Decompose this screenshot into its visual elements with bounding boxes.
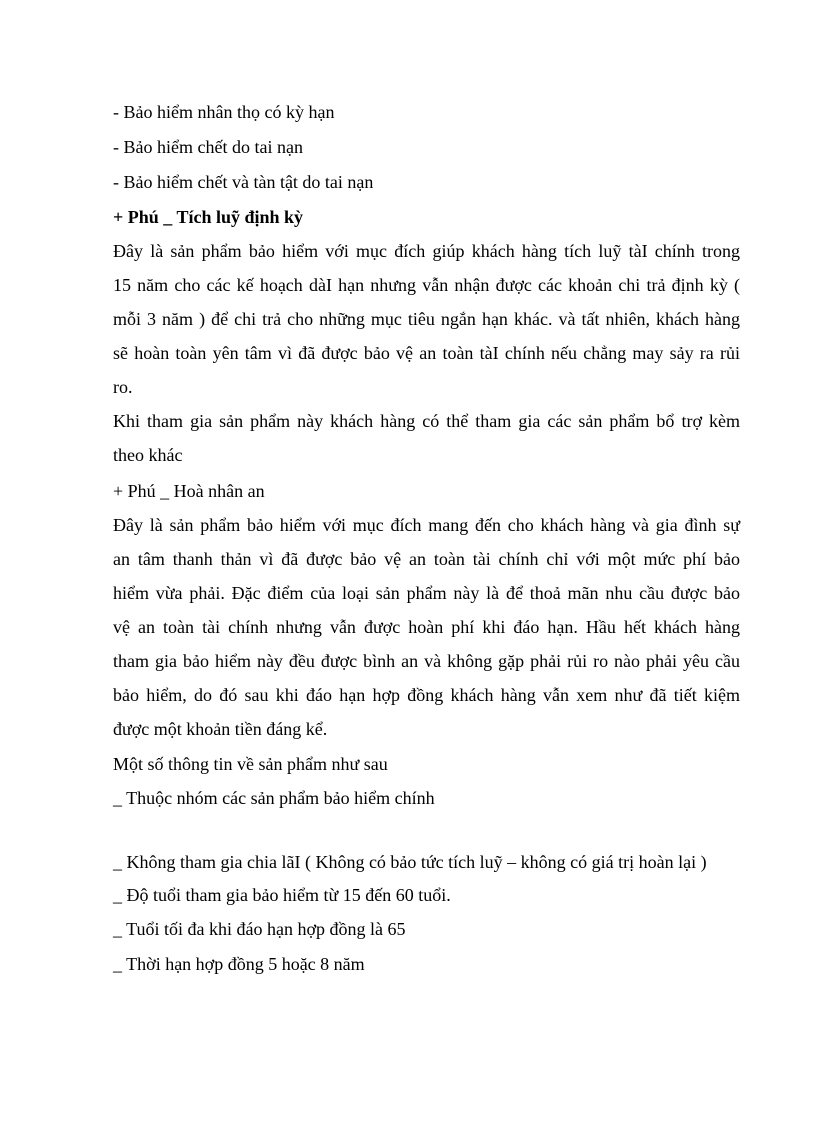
- list-item-accidental-death: - Bảo hiểm chết do tai nạn: [113, 137, 303, 157]
- section-2-info-intro: Một số thông tin về sản phẩm như sau: [113, 754, 388, 774]
- info-item: _ Không tham gia chia lãI ( Không có bảo tức tích luỹ – không có giá trị hoàn lại ): [113, 852, 707, 872]
- section-1-heading: + Phú _ Tích luỹ định kỳ: [113, 207, 304, 227]
- section-1-note-line: Khi tham gia sản phẩm này khách hàng có thể tham gia các sản phẩm bổ trợ kèm: [113, 411, 740, 431]
- info-item: _ Thời hạn hợp đồng 5 hoặc 8 năm: [113, 954, 365, 974]
- section-2-paragraph-line: tham gia bảo hiểm này đều được bình an và không gặp phải rủi ro nào phải yêu cầu: [113, 651, 740, 671]
- section-2-paragraph-line: vệ an toàn tài chính nhưng vẫn được hoàn phí khi đáo hạn. Hầu hết khách hàng: [113, 617, 740, 637]
- section-1-paragraph-line: Đây là sản phẩm bảo hiểm với mục đích giúp khách hàng tích luỹ tàI chính trong: [113, 241, 740, 261]
- section-2-paragraph-line: Đây là sản phẩm bảo hiểm với mục đích mang đến cho khách hàng và gia đình sự: [113, 515, 740, 535]
- info-item: _ Thuộc nhóm các sản phẩm bảo hiểm chính: [113, 788, 435, 808]
- section-2-paragraph-line: được một khoản tiền đáng kể.: [113, 719, 328, 739]
- section-2-paragraph-line: an tâm thanh thản vì đã được bảo vệ an toàn tài chính chỉ với một mức phí bảo: [113, 549, 740, 569]
- section-2-paragraph-line: hiểm vừa phải. Đặc điểm của loại sản phẩm này là để thoả mãn nhu cầu được bảo: [113, 583, 740, 603]
- info-item: _ Tuổi tối đa khi đáo hạn hợp đồng là 65: [113, 919, 406, 939]
- section-2-heading: + Phú _ Hoà nhân an: [113, 481, 265, 501]
- section-1-paragraph-line: sẽ hoàn toàn yên tâm vì đã được bảo vệ an toàn tàI chính nếu chẳng may sảy ra rủi: [113, 343, 740, 363]
- section-1-paragraph-line: mỗi 3 năm ) để chi trả cho những mục tiêu ngắn hạn khác. và tất nhiên, khách hàng: [113, 309, 740, 329]
- list-item-term-life: - Bảo hiểm nhân thọ có kỳ hạn: [113, 102, 335, 122]
- list-item-death-disability: - Bảo hiểm chết và tàn tật do tai nạn: [113, 172, 374, 192]
- section-1-note-line: theo khác: [113, 445, 183, 465]
- section-1-paragraph-line: 15 năm cho các kế hoạch dàI hạn nhưng vẫn nhận được các khoản chi trả định kỳ (: [113, 275, 740, 295]
- info-item: _ Độ tuổi tham gia bảo hiểm từ 15 đến 60 tuổi.: [113, 885, 451, 905]
- section-2-paragraph-line: bảo hiểm, do đó sau khi đáo hạn hợp đồng khách hàng vẫn xem như đã tiết kiệm: [113, 685, 740, 705]
- section-1-paragraph-line: ro.: [113, 377, 133, 397]
